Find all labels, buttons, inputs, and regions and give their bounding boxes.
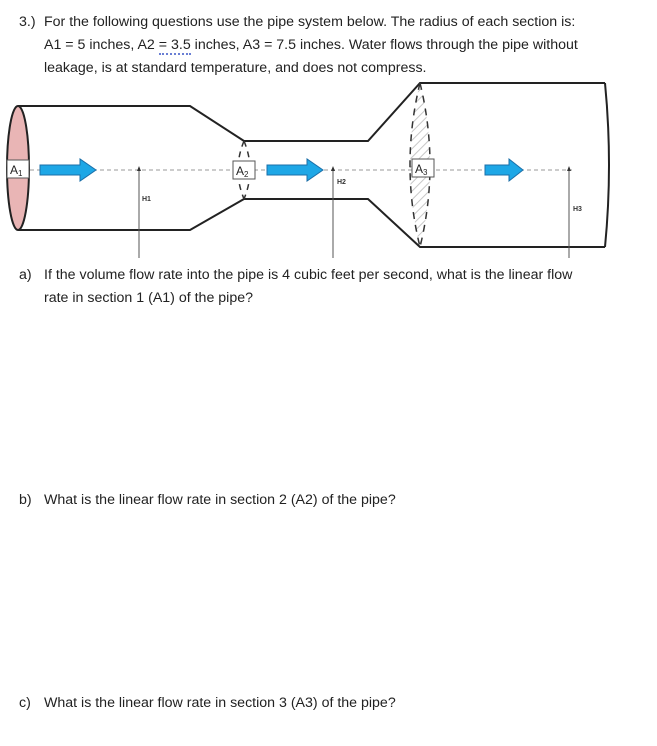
h2-tip	[331, 166, 335, 171]
question-a-line2: rate in section 1 (A1) of the pipe?	[44, 290, 253, 306]
pipe-outline-bottom	[18, 199, 605, 247]
question-c-line1: What is the linear flow rate in section 3 (A3) of the pipe?	[44, 695, 396, 711]
question-b-letter: b)	[19, 492, 32, 508]
question-a-line1: If the volume flow rate into the pipe is 4 cubic feet per second, what is the linear flow	[44, 267, 573, 283]
problem-number: 3.)	[19, 14, 36, 30]
spellcheck-underlined-value: = 3.5	[158, 37, 191, 53]
intro-line-2-part-a: A1 = 5 inches, A2	[44, 37, 159, 53]
intro-line-1: For the following questions use the pipe system below. The radius of each section is:	[44, 14, 576, 30]
flow-arrow-2	[267, 159, 323, 181]
intro-line-3: leakage, is at standard temperature, and does not compress.	[44, 60, 427, 76]
label-a1: A1	[10, 163, 23, 178]
intro-line-2-part-c: inches, A3 = 7.5 inches. Water flows through the pipe without	[190, 37, 578, 53]
question-b-line1: What is the linear flow rate in section 2 (A2) of the pipe?	[44, 492, 396, 508]
pipe-outline-top	[18, 83, 605, 141]
h1-tip	[137, 166, 141, 171]
question-a-letter: a)	[19, 267, 32, 283]
label-h2: H2	[337, 179, 346, 186]
h3-tip	[567, 166, 571, 171]
label-h3: H3	[573, 206, 582, 213]
label-a3: A3	[415, 162, 428, 177]
question-c-letter: c)	[19, 695, 31, 711]
outlet-end	[605, 83, 609, 247]
flow-arrow-3	[485, 159, 523, 181]
label-h1: H1	[142, 196, 151, 203]
flow-arrow-1	[40, 159, 96, 181]
label-a2: A2	[236, 164, 249, 179]
